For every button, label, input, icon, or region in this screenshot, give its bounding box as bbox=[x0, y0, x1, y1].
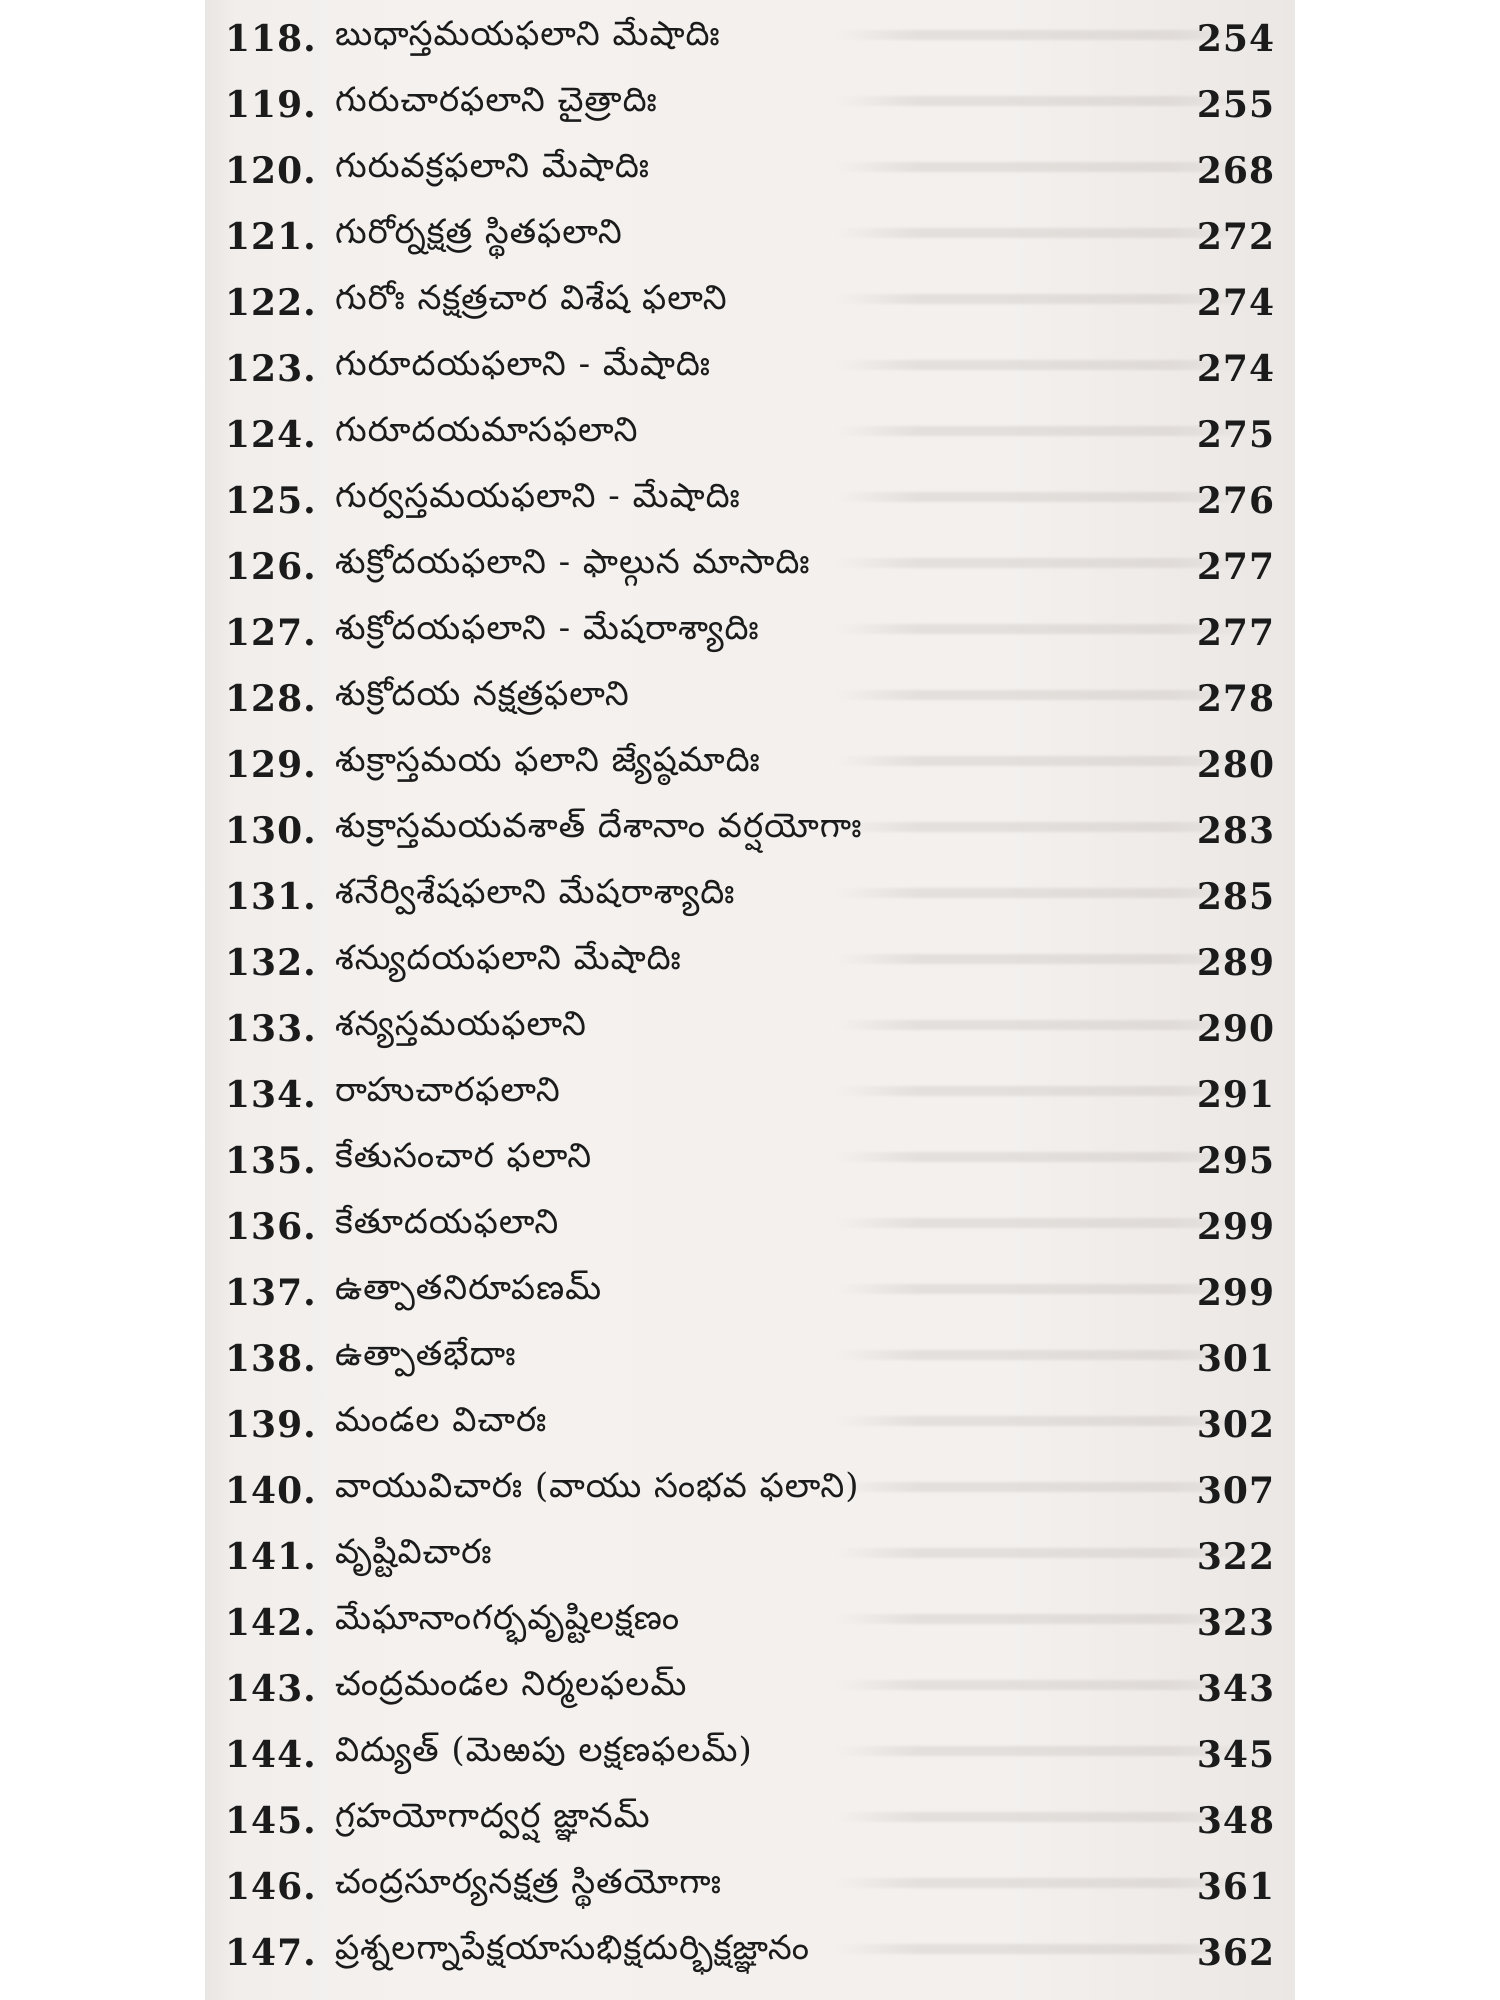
entry-title: గురోః నక్షత్రచార విశేష ఫలాని bbox=[335, 278, 728, 318]
entry-number: 146. bbox=[225, 1866, 317, 1908]
entry-title: బుధాస్తమయఫలాని మేషాదిః bbox=[335, 14, 721, 54]
entry-number: 138. bbox=[225, 1338, 317, 1380]
entry-number: 133. bbox=[225, 1008, 317, 1050]
entry-title: శన్యుదయఫలాని మేషాదిః bbox=[335, 938, 682, 978]
toc-row bbox=[205, 404, 1295, 470]
toc-row bbox=[205, 272, 1295, 338]
toc-row bbox=[205, 734, 1295, 800]
entry-title: చంద్రసూర్యనక్షత్ర స్థితయోగాః bbox=[335, 1862, 722, 1902]
entry-title: శుక్రాస్తమయవశాత్ దేశానాం వర్షయోగాః bbox=[335, 806, 863, 846]
toc-row bbox=[205, 1658, 1295, 1724]
entry-page-number: 283 bbox=[1196, 810, 1275, 852]
entry-page-number: 277 bbox=[1196, 612, 1275, 654]
entry-number: 123. bbox=[225, 348, 317, 390]
entry-page-number: 362 bbox=[1196, 1932, 1275, 1974]
entry-page-number: 254 bbox=[1196, 18, 1275, 60]
toc-row bbox=[205, 1196, 1295, 1262]
table-of-contents bbox=[205, 0, 1295, 2000]
entry-title: గురూదయమాసఫలాని bbox=[335, 410, 639, 450]
entry-page-number: 307 bbox=[1196, 1470, 1275, 1512]
entry-number: 144. bbox=[225, 1734, 317, 1776]
entry-number: 120. bbox=[225, 150, 317, 192]
toc-row bbox=[205, 536, 1295, 602]
toc-row bbox=[205, 998, 1295, 1064]
entry-number: 147. bbox=[225, 1932, 317, 1974]
entry-page-number: 285 bbox=[1196, 876, 1275, 918]
toc-row bbox=[205, 1130, 1295, 1196]
entry-title: గురూదయఫలాని - మేషాదిః bbox=[335, 344, 711, 384]
entry-page-number: 274 bbox=[1196, 348, 1275, 390]
entry-number: 139. bbox=[225, 1404, 317, 1446]
entry-number: 128. bbox=[225, 678, 317, 720]
toc-row bbox=[205, 1526, 1295, 1592]
toc-row bbox=[205, 1262, 1295, 1328]
entry-number: 118. bbox=[225, 18, 317, 60]
entry-page-number: 255 bbox=[1196, 84, 1275, 126]
entry-page-number: 275 bbox=[1196, 414, 1275, 456]
entry-page-number: 295 bbox=[1196, 1140, 1275, 1182]
entry-page-number: 289 bbox=[1196, 942, 1275, 984]
entry-title: కేతుసంచార ఫలాని bbox=[335, 1136, 593, 1176]
entry-number: 130. bbox=[225, 810, 317, 852]
toc-row bbox=[205, 1592, 1295, 1658]
entry-page-number: 278 bbox=[1196, 678, 1275, 720]
entry-page-number: 299 bbox=[1196, 1272, 1275, 1314]
toc-row bbox=[205, 1394, 1295, 1460]
entry-title: గుర్వస్తమయఫలాని - మేషాదిః bbox=[335, 476, 741, 516]
entry-number: 126. bbox=[225, 546, 317, 588]
toc-row bbox=[205, 1460, 1295, 1526]
entry-title: శనేర్విశేషఫలాని మేషరాశ్యాదిః bbox=[335, 872, 736, 912]
entry-number: 143. bbox=[225, 1668, 317, 1710]
entry-page-number: 343 bbox=[1196, 1668, 1275, 1710]
entry-number: 141. bbox=[225, 1536, 317, 1578]
toc-row bbox=[205, 74, 1295, 140]
entry-page-number: 268 bbox=[1196, 150, 1275, 192]
entry-title: శుక్రోదయఫలాని - మేషరాశ్యాదిః bbox=[335, 608, 760, 648]
entry-page-number: 301 bbox=[1196, 1338, 1275, 1380]
entry-number: 127. bbox=[225, 612, 317, 654]
toc-row bbox=[205, 932, 1295, 998]
entry-number: 122. bbox=[225, 282, 317, 324]
entry-page-number: 272 bbox=[1196, 216, 1275, 258]
entry-title: ప్రశ్నలగ్నాపేక్షయాసుభిక్షదుర్భిక్షజ్ఞానం bbox=[335, 1928, 810, 1968]
book-page bbox=[205, 0, 1295, 2000]
entry-number: 129. bbox=[225, 744, 317, 786]
entry-page-number: 345 bbox=[1196, 1734, 1275, 1776]
entry-title: వృష్టివిచారః bbox=[335, 1532, 493, 1572]
toc-row bbox=[205, 1724, 1295, 1790]
entry-number: 124. bbox=[225, 414, 317, 456]
entry-title: గురోర్నక్షత్ర స్థితఫలాని bbox=[335, 212, 623, 252]
entry-page-number: 348 bbox=[1196, 1800, 1275, 1842]
entry-title: వాయువిచారః (వాయు సంభవ ఫలాని) bbox=[335, 1466, 860, 1506]
entry-title: రాహుచారఫలాని bbox=[335, 1070, 561, 1110]
entry-page-number: 361 bbox=[1196, 1866, 1275, 1908]
entry-page-number: 276 bbox=[1196, 480, 1275, 522]
entry-page-number: 323 bbox=[1196, 1602, 1275, 1644]
entry-number: 135. bbox=[225, 1140, 317, 1182]
toc-row bbox=[205, 338, 1295, 404]
entry-page-number: 322 bbox=[1196, 1536, 1275, 1578]
entry-title: శుక్రాస్తమయ ఫలాని జ్యేష్ఠమాదిః bbox=[335, 740, 761, 780]
entry-page-number: 291 bbox=[1196, 1074, 1275, 1116]
toc-row bbox=[205, 206, 1295, 272]
entry-title: గురువక్రఫలాని మేషాదిః bbox=[335, 146, 650, 186]
entry-title: గురుచారఫలాని చైత్రాదిః bbox=[335, 80, 658, 120]
toc-row bbox=[205, 866, 1295, 932]
toc-row bbox=[205, 8, 1295, 74]
toc-row bbox=[205, 602, 1295, 668]
entry-title: శన్యస్తమయఫలాని bbox=[335, 1004, 587, 1044]
toc-row bbox=[205, 1922, 1295, 1988]
entry-page-number: 290 bbox=[1196, 1008, 1275, 1050]
entry-number: 134. bbox=[225, 1074, 317, 1116]
entry-page-number: 274 bbox=[1196, 282, 1275, 324]
entry-page-number: 277 bbox=[1196, 546, 1275, 588]
toc-row bbox=[205, 1064, 1295, 1130]
entry-title: ఉత్పాతభేదాః bbox=[335, 1334, 517, 1374]
entry-title: గ్రహయోగాద్వర్ష జ్ఞానమ్ bbox=[335, 1796, 651, 1836]
entry-number: 140. bbox=[225, 1470, 317, 1512]
entry-page-number: 302 bbox=[1196, 1404, 1275, 1446]
toc-row bbox=[205, 470, 1295, 536]
entry-number: 145. bbox=[225, 1800, 317, 1842]
toc-row bbox=[205, 1790, 1295, 1856]
entry-number: 121. bbox=[225, 216, 317, 258]
toc-row bbox=[205, 668, 1295, 734]
entry-page-number: 280 bbox=[1196, 744, 1275, 786]
toc-row bbox=[205, 140, 1295, 206]
entry-number: 131. bbox=[225, 876, 317, 918]
entry-page-number: 299 bbox=[1196, 1206, 1275, 1248]
entry-number: 137. bbox=[225, 1272, 317, 1314]
entry-title: చంద్రమండల నిర్మలఫలమ్ bbox=[335, 1664, 688, 1704]
entry-number: 119. bbox=[225, 84, 317, 126]
entry-title: మేఘానాంగర్భవృష్టిలక్షణం bbox=[335, 1598, 681, 1638]
entry-number: 136. bbox=[225, 1206, 317, 1248]
entry-number: 132. bbox=[225, 942, 317, 984]
entry-title: కేతూదయఫలాని bbox=[335, 1202, 560, 1242]
toc-row bbox=[205, 800, 1295, 866]
entry-title: మండల విచారః bbox=[335, 1400, 548, 1440]
entry-number: 125. bbox=[225, 480, 317, 522]
entry-title: శుక్రోదయఫలాని - ఫాల్గున మాసాదిః bbox=[335, 542, 811, 582]
entry-title: ఉత్పాతనిరూపణమ్ bbox=[335, 1268, 603, 1308]
entry-number: 142. bbox=[225, 1602, 317, 1644]
entry-title: విద్యుత్ (మెఱపు లక్షణఫలమ్) bbox=[335, 1730, 753, 1770]
toc-row bbox=[205, 1328, 1295, 1394]
entry-title: శుక్రోదయ నక్షత్రఫలాని bbox=[335, 674, 630, 714]
toc-row bbox=[205, 1856, 1295, 1922]
